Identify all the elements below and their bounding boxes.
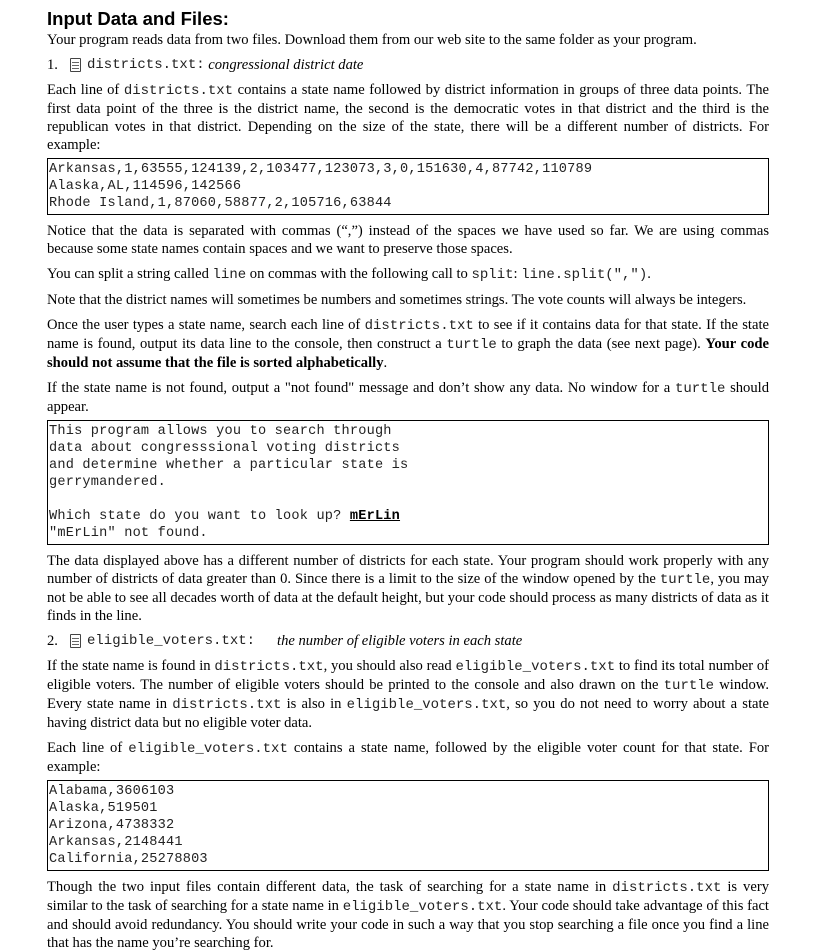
bold-warning: Your code should not assume that the file is sorted alphabetically (47, 336, 769, 371)
filename-districts: districts.txt: (87, 57, 205, 73)
code-districts: districts.txt (123, 83, 234, 99)
filename-eligible-voters: eligible_voters.txt: (87, 633, 256, 649)
example-line: Alaska,AL,114596,142566 (49, 179, 242, 194)
item-number: 2. (47, 633, 58, 649)
file-icon (70, 58, 81, 72)
file-item-eligible-voters (47, 632, 769, 650)
paragraph-though: Though the two input files contain different data, the task of searching for a state name in districts.txt is very similar to the task of searching for a state name in eligible_voters.txt. Your code should take advantage of this fact and should avoid redundancy. You should write your code in such a way that you stop searching a file once you find a line that has the name you’re searching for. (47, 879, 769, 951)
paragraph-if-found: If the state name is found in districts.txt, you should also read eligible_voters.txt to find its total number of eligible voters. The number of eligible voters should be printed to the console and also drawn on the turtle window. Every state name in districts.txt is also in eligible_voters.txt, so you do not need to worry about a state having district data but no eligible voter data. (47, 658, 770, 731)
paragraph-not-found: If the state name is not found, output a "not found" message and don’t show any data. No window for a turtle should appear. (47, 380, 769, 415)
example-line: Rhode Island,1,87060,58877,2,105716,63844 (49, 196, 392, 211)
example-line: Arkansas,1,63555,124139,2,103477,123073,3,0,151630,4,87742,110789 (49, 162, 593, 177)
paragraph-notice: Notice that the data is separated with commas (“,”) instead of the spaces we have used so far. We are using commas because some state names contain spaces and we want to preserve those spaces. (47, 223, 769, 257)
paragraph-once: Once the user types a state name, search each line of districts.txt to see if it contains data for that state. If the state name is found, output its data line to the console, then construct a turtle to graph the data (see next page). Your code should not assume that the file is sorted alphabetically. (47, 317, 769, 371)
console-line: This program allows you to search through (49, 424, 392, 439)
example-line: California,25278803 (49, 852, 208, 867)
example-line: Alaska,519501 (49, 801, 158, 816)
console-output-box (47, 420, 769, 545)
console-line: gerrymandered. (49, 475, 167, 490)
console-line: data about congresssional voting districts (49, 441, 401, 456)
file-icon (70, 634, 81, 648)
console-prompt-line: Which state do you want to look up? mErLin (49, 509, 401, 524)
example-line: Arkansas,2148441 (49, 835, 183, 850)
example-voters-box (47, 780, 769, 871)
section-heading: Input Data and Files: (47, 8, 229, 29)
example-line: Arizona,4738332 (49, 818, 175, 833)
document-page (47, 8, 769, 952)
paragraph-split: You can split a string called line on commas with the following call to split: line.split(","). (47, 266, 651, 283)
paragraph-each-line-voters: Each line of eligible_voters.txt contains a state name, followed by the eligible voter count for that state. For example: (47, 740, 769, 775)
example-districts-box (47, 158, 769, 215)
console-result-line: "mErLin" not found. (49, 526, 208, 541)
paragraph-note: Note that the district names will sometimes be numbers and sometimes strings. The vote counts will always be integers. (47, 292, 747, 308)
example-line: Alabama,3606103 (49, 784, 175, 799)
user-input: mErLin (349, 509, 401, 524)
intro-paragraph: Your program reads data from two files. Download them from our web site to the same folder as your program. (47, 32, 697, 48)
console-line: and determine whether a particular state is (49, 458, 409, 473)
paragraph-displayed: The data displayed above has a different number of districts for each state. Your program should work properly with any number of districts of data greater than 0. Since there is a limit to the size of the window opened by the turtle, you may not be able to see all decades worth of data at the default height, but your code should process as many districts of data as it finds in the line. (47, 553, 769, 624)
file-description: congressional district date (208, 57, 364, 73)
item-number: 1. (47, 57, 58, 73)
file-description: the number of eligible voters in each state (277, 633, 523, 649)
paragraph-each-line: Each line of districts.txt contains a state name followed by district information in groups of three data points. The first data point of the three is the district name, the second is the democratic votes in that district and the third is the republican votes in that district. Depending on the size of the state, there will be a different number of districts. For example: (47, 82, 770, 153)
file-item-districts (47, 56, 769, 74)
